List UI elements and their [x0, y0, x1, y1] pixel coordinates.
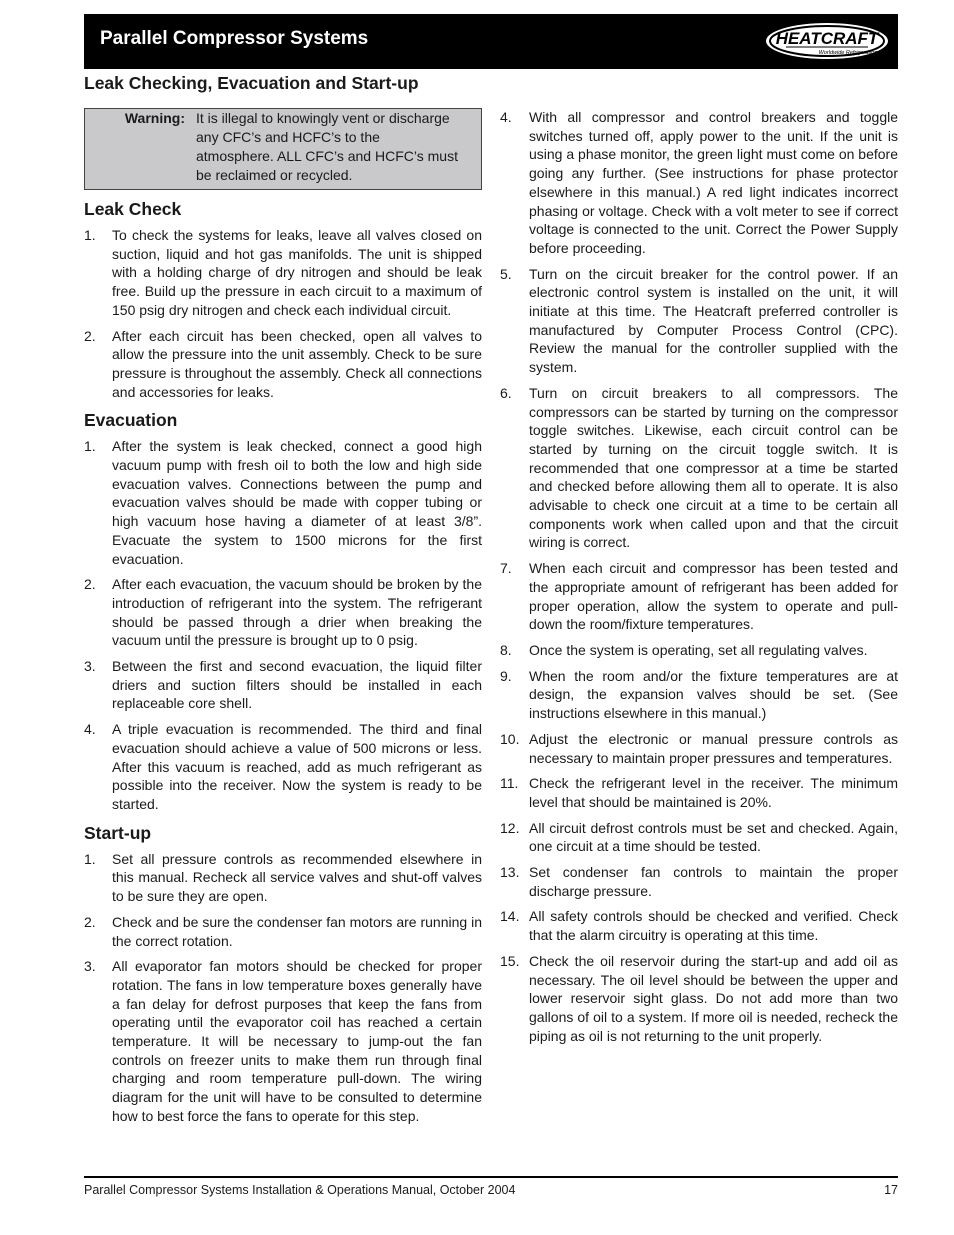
list-item-number: 12.: [500, 819, 520, 836]
list-item-number: 14.: [500, 908, 520, 925]
list-item-number: 1.: [84, 438, 96, 455]
heatcraft-logo: [764, 21, 890, 61]
list-item-number: 1.: [84, 227, 96, 243]
list-item: [84, 850, 482, 906]
list-item-number: 5.: [500, 265, 512, 282]
list-item-number: 10.: [500, 730, 520, 747]
list-item-text: Turn on the circuit breaker for the control power. If an electronic control system is installed on the unit, it will initiate at this time. The Heatcraft preferred controller is manufactured by Computer Process Control (CPC). Review the manual for the controller supplied with the system.: [529, 265, 898, 376]
list-item: [500, 730, 898, 767]
evacuation-heading: Evacuation: [84, 410, 178, 431]
list-item: [500, 863, 898, 900]
list-item-text: Turn on circuit breakers to all compressors. The compressors can be started by turning on the compressor toggle switches. Likewise, each circuit control can be started by turning on the circuit toggle switch. It is recommended that one compressor at a time be started and checked before allowing them all to operate. It is also advisable to check one circuit at a time to be certain all components work when called upon and that the circuit wiring is correct.: [529, 384, 898, 551]
list-item: [500, 265, 898, 377]
right-column: [500, 108, 898, 1052]
list-item: [84, 720, 482, 814]
list-item-text: After each evacuation, the vacuum should be broken by the introduction of refrigerant into the system. The refrigerant should be passed through a drier when breaking the vacuum until the pressure is brought up to 0 psig.: [112, 576, 482, 649]
list-item: [84, 437, 482, 568]
list-item: [500, 952, 898, 1046]
list-item: [84, 913, 482, 950]
svg-text:Worldwide Refrigeration: Worldwide Refrigeration: [818, 50, 878, 56]
list-item: [84, 957, 482, 1125]
list-item-text: A triple evacuation is recommended. The third and final evacuation should achieve a value of 500 microns or less. After this vacuum is reached, add as much refrigerant as possible into the receiver. Now the system is ready to be started.: [112, 721, 482, 812]
footer-text: Parallel Compressor Systems Installation & Operations Manual, October 2004: [84, 1183, 516, 1197]
list-item-number: 6.: [500, 384, 512, 401]
list-item: [500, 559, 898, 634]
list-item-text: Once the system is operating, set all regulating valves.: [529, 641, 868, 658]
list-item-number: 9.: [500, 667, 512, 684]
list-item-number: 8.: [500, 641, 512, 658]
list-item-number: 4.: [84, 721, 96, 738]
list-item-number: 15.: [500, 952, 520, 969]
list-item-text: When the room and/or the fixture temperatures are at design, the expansion valves should be set. (See instructions elsewhere in this manual.): [529, 667, 898, 722]
list-item-number: 13.: [500, 864, 520, 881]
startup-list-continued: [500, 108, 898, 1045]
list-item-text: Adjust the electronic or manual pressure controls as necessary to maintain proper pressures and temperatures.: [529, 730, 898, 766]
list-item-number: 3.: [84, 958, 96, 975]
list-item-text: Set all pressure controls as recommended elsewhere in this manual. Recheck all service valves and shut-off valves to be sure they are open.: [112, 850, 482, 905]
list-item-text: Check and be sure the condenser fan motors are running in the correct rotation.: [112, 913, 482, 949]
list-item-number: 2.: [84, 576, 96, 593]
list-item: [500, 819, 898, 856]
list-item: [84, 327, 482, 402]
list-item-text: After each circuit has been checked, open all valves to allow the pressure into the unit assembly. Check to be sure pressure is throughout the assembly. Check all connections and accessories for leaks.: [112, 327, 482, 400]
warning-label: Warning:: [124, 110, 185, 126]
page-header: [84, 14, 898, 69]
list-item-text: All circuit defrost controls must be set and checked. Again, one circuit at a time should be tested.: [529, 819, 898, 855]
startup-list: [84, 850, 482, 1126]
leak-check-heading: Leak Check: [84, 199, 182, 219]
list-item: [84, 657, 482, 713]
list-item: [500, 667, 898, 723]
startup-heading: Start-up: [84, 822, 152, 843]
list-item-text: All evaporator fan motors should be checked for proper rotation. The fans in low temperature boxes generally have a fan delay for defrost purposes that keep the fans from operating until the evaporator coil has reached a certain temperature. It will be necessary to jump-out the fan controls on freezer units to make them run through final charging and room temperature pull-down. The wiring diagram for the unit will have to be consulted to determine how to best force the fans to operate for this step.: [112, 958, 482, 1124]
list-item-text: All safety controls should be checked and verified. Check that the alarm circuitry is operating at this time.: [529, 908, 898, 944]
list-item: [84, 575, 482, 650]
warning-text: It is illegal to knowingly vent or discharge any CFC’s and HCFC’s to the atmosphere. ALL CFC’s and HCFC’s must be reclaimed or recycled.: [196, 110, 458, 183]
list-item: [84, 226, 482, 320]
left-column: [84, 108, 482, 1133]
list-item-number: 1.: [84, 850, 96, 867]
list-item-number: 3.: [84, 658, 96, 675]
list-item-number: 7.: [500, 560, 512, 577]
list-item-text: After the system is leak checked, connect a good high vacuum pump with fresh oil to both the low and high side evacuation valves. Connections between the pump and evacuation valves should be made with copper tubing or high vacuum hose having a diameter of at least 3/8”. Evacuate the system to 1500 microns for the first evacuation.: [112, 438, 482, 567]
list-item: [500, 641, 898, 660]
page-number: 17: [884, 1183, 898, 1197]
list-item: [500, 384, 898, 552]
list-item-text: When each circuit and compressor has been tested and the appropriate amount of refrigerant has been added for proper operation, allow the system to operate and pull-down the room/fixture temperatures.: [529, 560, 898, 633]
svg-text:HEATCRAFT: HEATCRAFT: [775, 29, 879, 48]
section-title: Leak Checking, Evacuation and Start-up: [84, 73, 419, 93]
list-item-text: With all compressor and control breakers and toggle switches turned off, apply power to the unit. If the unit is using a phase monitor, the green light must come on before going any further. (See instructions for phase protector elsewhere in this manual.) A red light indicates incorrect phasing or voltage. Check with a volt meter to see if correct voltage is connected to the unit. Correct the Power Supply before proceeding.: [529, 109, 898, 256]
footer-rule: [84, 1176, 898, 1178]
list-item-number: 2.: [84, 327, 96, 344]
list-item-number: 4.: [500, 109, 512, 125]
evacuation-list: [84, 437, 482, 813]
header-title: Parallel Compressor Systems: [100, 28, 369, 49]
list-item: [500, 907, 898, 944]
list-item-text: Set condenser fan controls to maintain the proper discharge pressure.: [529, 864, 898, 899]
list-item-number: 2.: [84, 913, 96, 930]
list-item: [500, 108, 898, 258]
list-item: [500, 774, 898, 811]
list-item-text: Between the first and second evacuation, the liquid filter driers and suction filters should be installed in each replaceable core shell.: [112, 658, 482, 712]
warning-box: [84, 108, 482, 190]
list-item-text: Check the oil reservoir during the start-up and add oil as necessary. The oil level should be between the upper and lower reservoir sight glass. Do not add more than two gallons of oil to a system. If more oil is needed, recheck the piping as oil is not returning to the unit properly.: [529, 952, 898, 1044]
list-item-text: To check the systems for leaks, leave all valves closed on suction, liquid and hot gas manifolds. The unit is shipped with a holding charge of dry nitrogen and should be leak free. Build up the pressure in each circuit to a maximum of 150 psig dry nitrogen and check each individual circuit.: [112, 227, 482, 318]
list-item-number: 11.: [500, 775, 519, 792]
leak-check-list: [84, 226, 482, 401]
list-item-text: Check the refrigerant level in the receiver. The minimum level that should be maintained is 20%.: [529, 775, 898, 810]
